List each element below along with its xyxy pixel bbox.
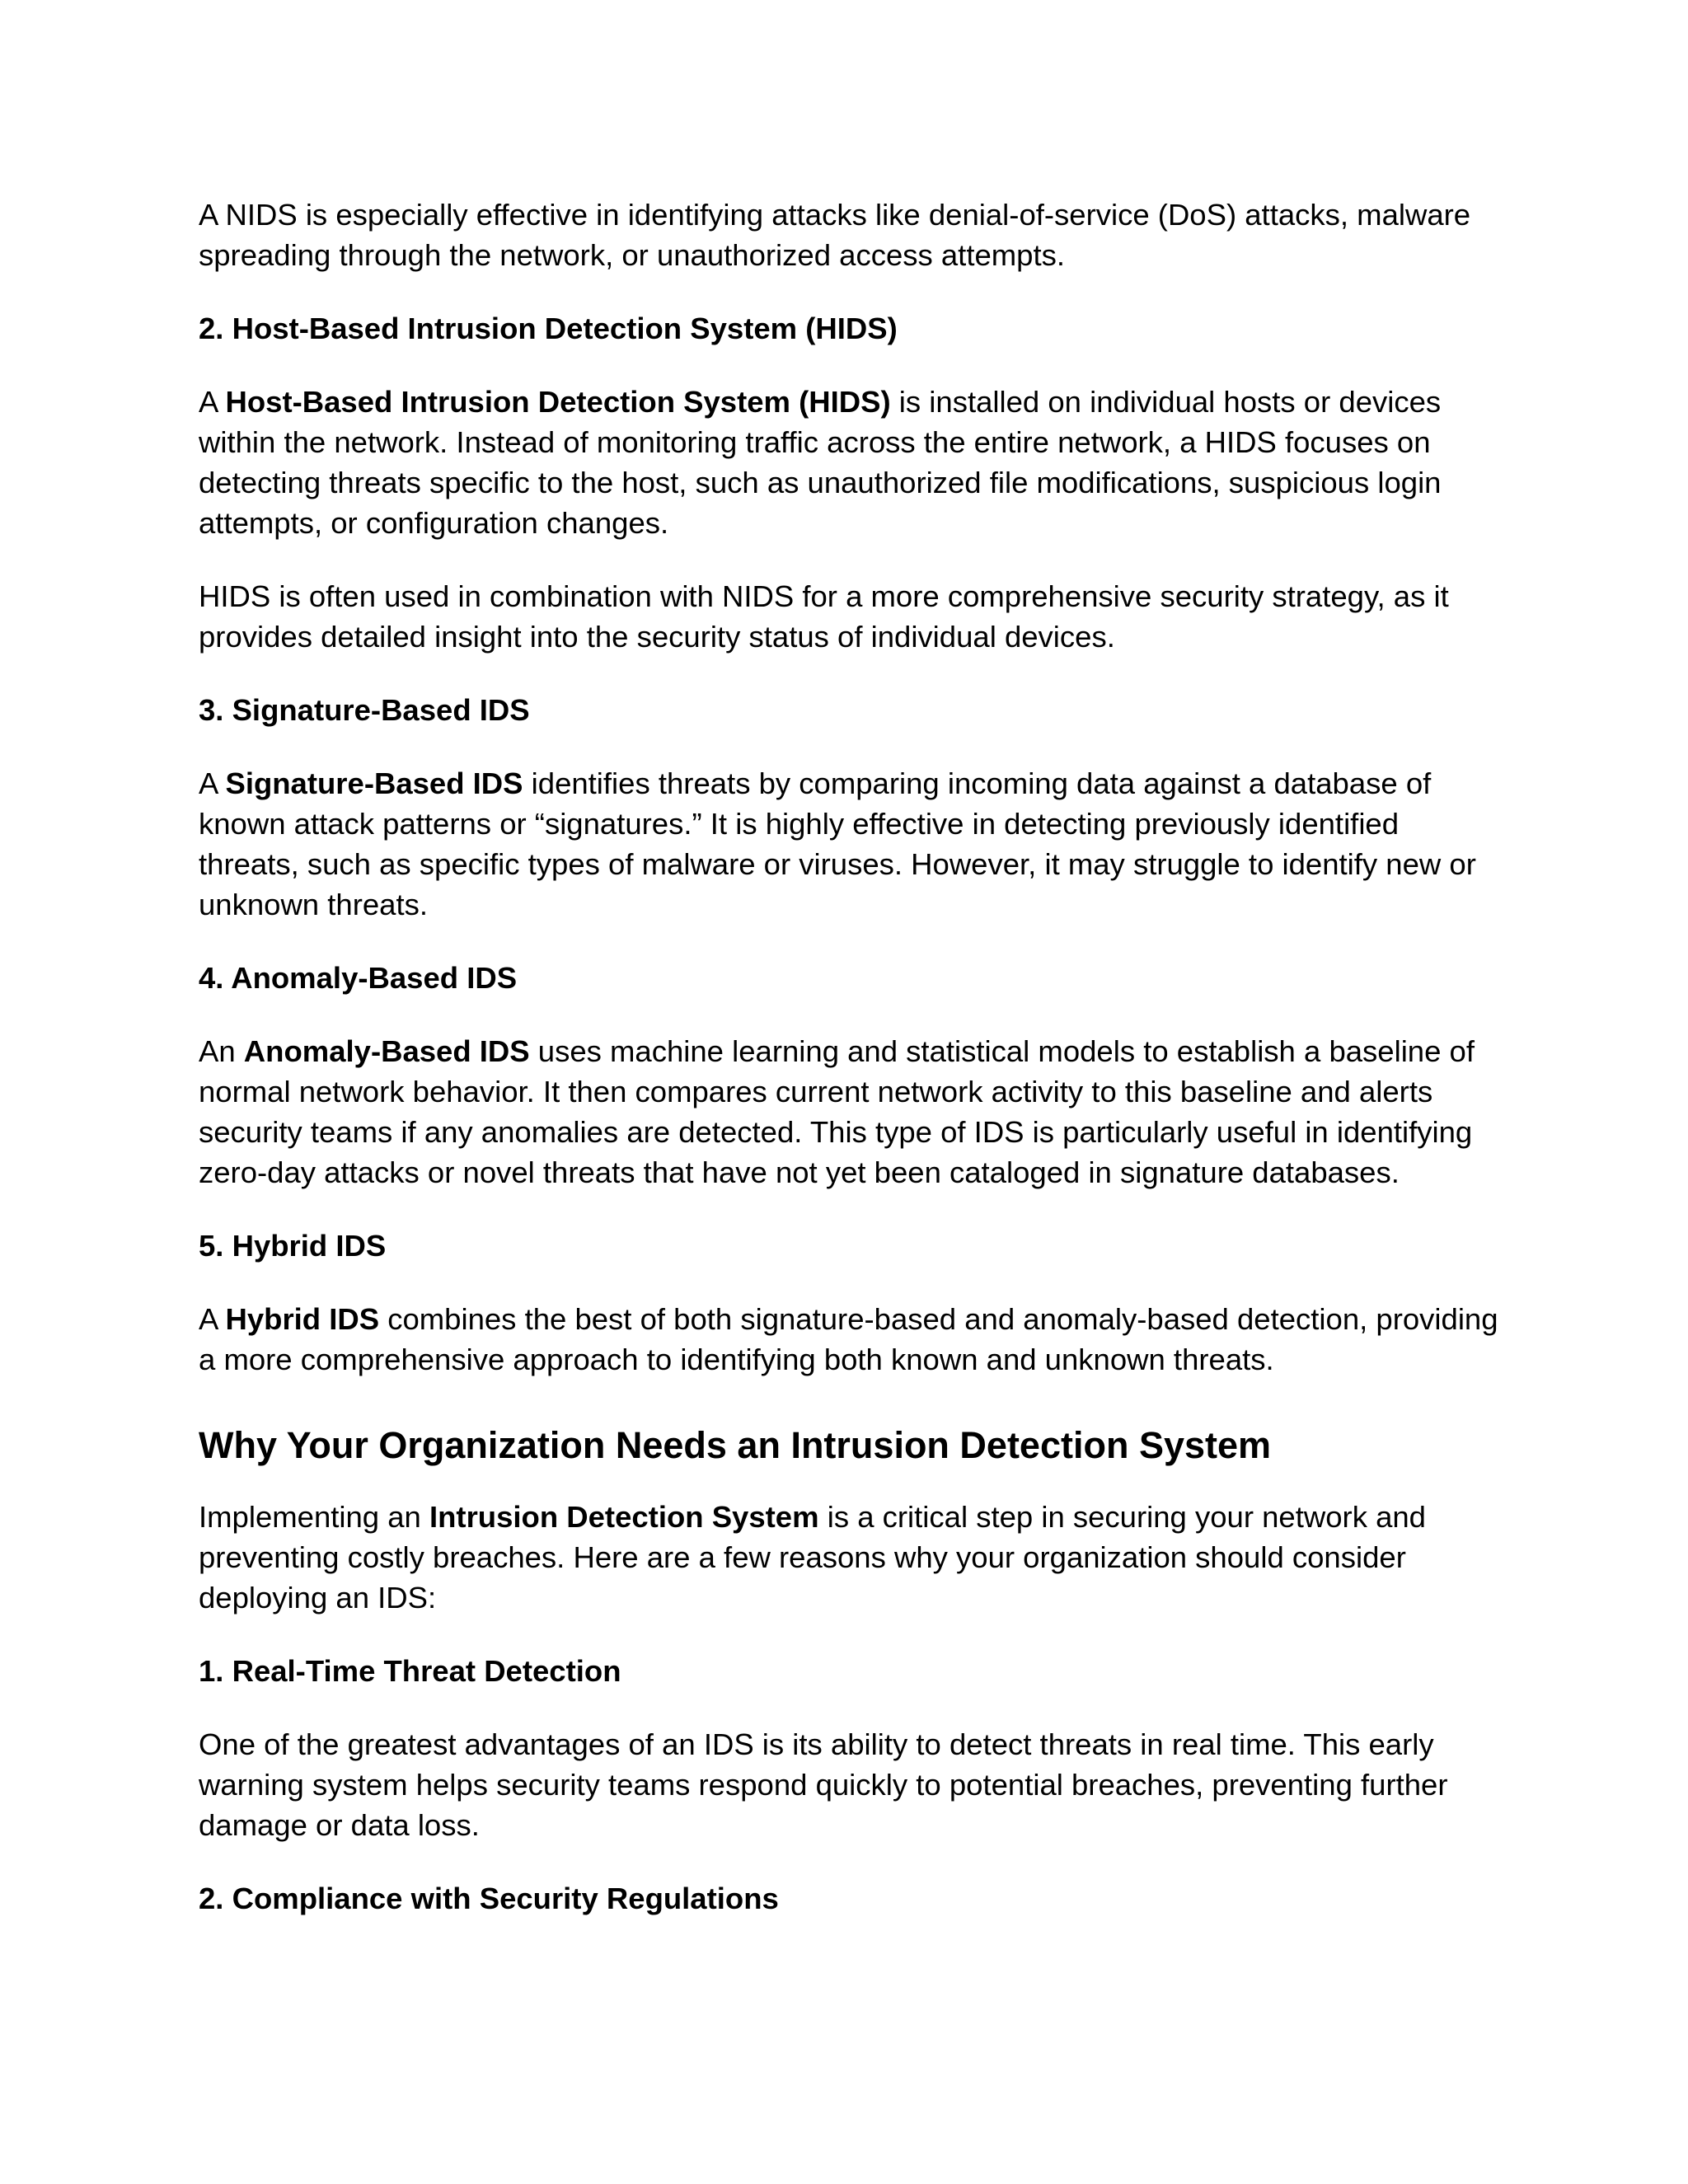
heading-anomaly-ids: 4. Anomaly-Based IDS (199, 961, 518, 995)
text-span: Implementing an (199, 1500, 429, 1534)
text-span: An (199, 1034, 244, 1068)
paragraph-hids-usage: HIDS is often used in combination with NIDS for a more comprehensive security strategy, as it provides detailed insight into the security status of individual devices. (199, 579, 1449, 654)
paragraph-why-ids (199, 1497, 1501, 1618)
heading-hybrid-ids: 5. Hybrid IDS (199, 1229, 387, 1263)
paragraph-hids-definition (199, 382, 1501, 543)
text-span: uses machine learning and statistical models to establish a baseline of normal network behavior. It then compares current network activity to this baseline and alerts security teams if any anomalies are detected. This type of IDS is particularly useful in identifying zero-day attacks or novel threats that have not yet been cataloged in signature databases. (199, 1034, 1475, 1189)
bold-term-ids: Intrusion Detection System (429, 1500, 819, 1534)
heading-real-time-detection: 1. Real-Time Threat Detection (199, 1654, 621, 1688)
heading-compliance: 2. Compliance with Security Regulations (199, 1882, 779, 1915)
paragraph-hybrid-ids (199, 1299, 1501, 1380)
bold-term-anomaly-ids: Anomaly-Based IDS (243, 1034, 530, 1068)
bold-term-hids: Host-Based Intrusion Detection System (HIDS) (225, 385, 891, 419)
section-heading-why-ids: Why Your Organization Needs an Intrusion Detection System (199, 1424, 1272, 1466)
text-span: combines the best of both signature-based and anomaly-based detection, providing a more comprehensive approach to identifying both known and unknown threats. (199, 1302, 1498, 1376)
bold-term-hybrid-ids: Hybrid IDS (225, 1302, 380, 1336)
text-span: A (199, 1302, 226, 1336)
text-span: A (199, 766, 226, 800)
text-span: identifies threats by comparing incoming data against a database of known attack patterns or “signatures.” It is highly effective in detecting previously identified threats, such as specific types of malware or viruses. However, it may struggle to identify new or unknown threats. (199, 766, 1476, 921)
text-span: is installed on individual hosts or devices within the network. Instead of monitoring traffic across the entire network, a HIDS focuses on detecting threats specific to the host, such as unauthorized file modifications, suspicious login attempts, or configuration changes. (199, 385, 1442, 540)
document-page (199, 194, 1501, 1952)
paragraph-nids: A NIDS is especially effective in identifying attacks like denial-of-service (DoS) attacks, malware spreading through the network, or unauthorized access attempts. (199, 198, 1471, 272)
text-span: is a critical step in securing your network and preventing costly breaches. Here are a few reasons why your organization should consider deploying an IDS: (199, 1500, 1426, 1615)
heading-hids: 2. Host-Based Intrusion Detection System (HIDS) (199, 312, 898, 345)
heading-signature-ids: 3. Signature-Based IDS (199, 693, 530, 727)
text-span: A (199, 385, 226, 419)
paragraph-real-time-detection: One of the greatest advantages of an IDS is its ability to detect threats in real time. This early warning system helps security teams respond quickly to potential breaches, preventing further damage or data loss. (199, 1727, 1448, 1842)
paragraph-signature-ids (199, 763, 1501, 925)
paragraph-anomaly-ids (199, 1031, 1501, 1193)
bold-term-signature-ids: Signature-Based IDS (225, 766, 523, 800)
